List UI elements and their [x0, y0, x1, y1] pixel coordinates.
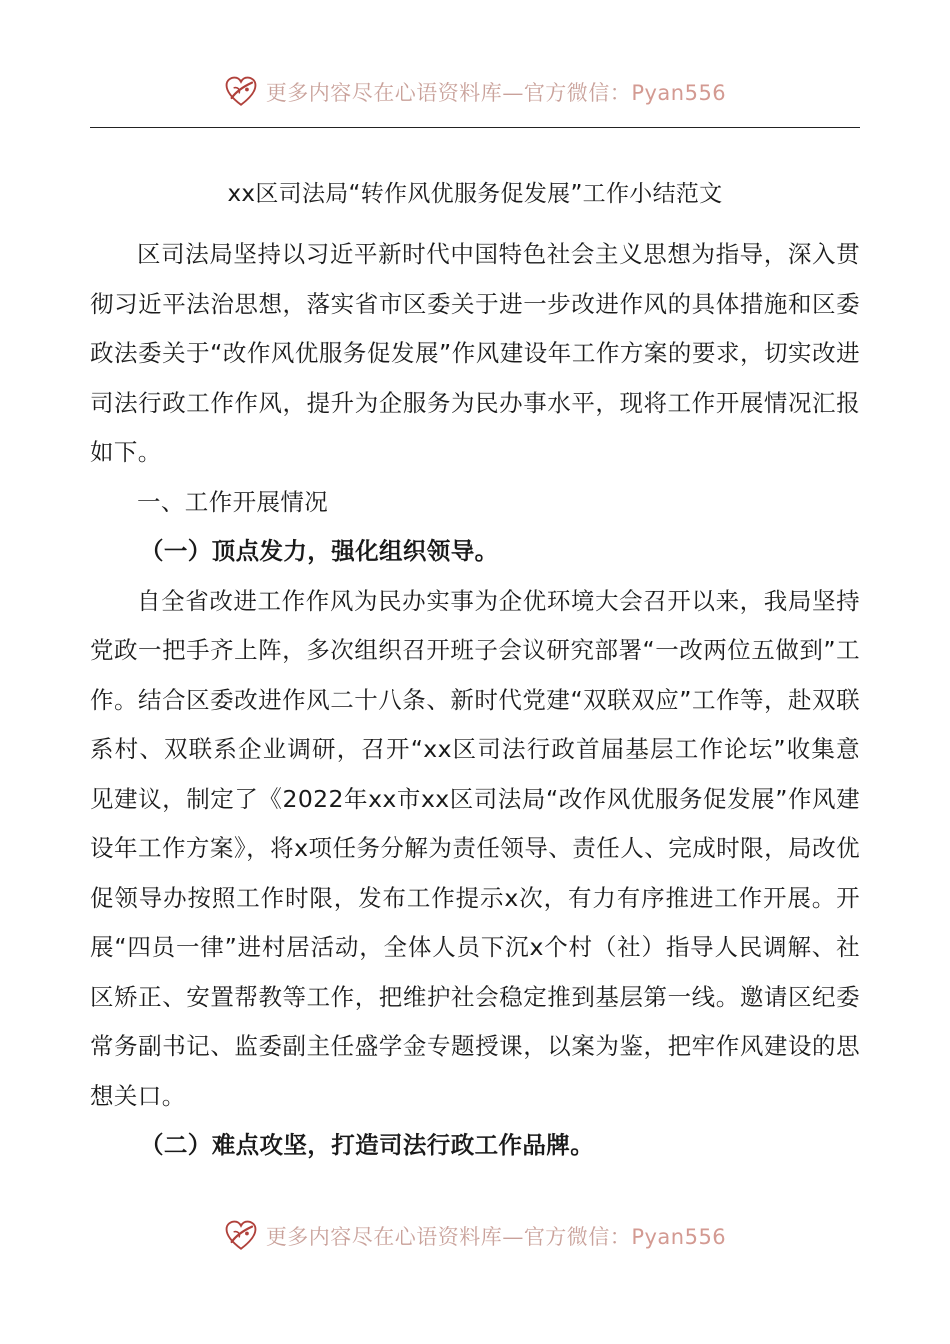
watermark-label: 官方微信： — [523, 1225, 632, 1249]
section-heading-1: 一、工作开展情况 — [137, 487, 329, 516]
watermark-wechat-id: Pyan556 — [631, 1225, 727, 1249]
header-watermark — [0, 72, 950, 112]
intro-paragraph: 区司法局坚持以习近平新时代中国特色社会主义思想为指导，深入贯彻习近平法治思想，落实省市区委关于进一步改进作风的具体措施和区委政法委关于“改作风优服务促发展”作风建设年工作方案的要求，切实改进司法行政工作作风，提升为企服务为民办事水平，现将工作开展情况汇报如下。 — [90, 240, 860, 466]
watermark-text — [266, 77, 726, 107]
heart-logo-icon — [224, 75, 258, 109]
header-divider — [90, 127, 860, 128]
watermark-slogan: 更多内容尽在心语资料库 — [265, 1225, 503, 1249]
watermark-separator: — — [502, 1225, 524, 1249]
subsection-heading-2: （二）难点攻坚，打造司法行政工作品牌。 — [140, 1131, 595, 1159]
document-title: xx区司法局“转作风优服务促发展”工作小结范文 — [227, 181, 723, 207]
document-body — [90, 230, 860, 1171]
watermark-label: 官方微信： — [523, 81, 632, 105]
subsection-heading-1: （一）顶点发力，强化组织领导。 — [140, 537, 499, 565]
subsection-1-paragraph: 自全省改进工作作风为民办实事为企优环境大会召开以来，我局坚持党政一把手齐上阵，多次组织召开班子会议研究部署“一改两位五做到”工作。结合区委改进作风二十八条、新时代党建“双联双应”工作等，赴双联系村、双联系企业调研，召开“xx区司法行政首届基层工作论坛”收集意见建议，制定了《2022年xx市xx区司法局“改作风优服务促发展”作风建设年工作方案》，将x项任务分解为责任领导、责任人、完成时限，局改优促领导办按照工作时限，发布工作提示x次，有力有序推进工作开展。开展“四员一律”进村居活动，全体人员下沉x个村（社）指导人民调解、社区矫正、安置帮教等工作，把维护社会稳定推到基层第一线。邀请区纪委常务副书记、监委副主任盛学金专题授课，以案为鉴，把牢作风建设的思想关口。 — [90, 586, 860, 1110]
footer-watermark — [0, 1216, 950, 1256]
watermark-wechat-id: Pyan556 — [631, 81, 727, 105]
watermark-slogan: 更多内容尽在心语资料库 — [265, 81, 503, 105]
watermark-text — [266, 1221, 726, 1251]
watermark-separator: — — [502, 81, 524, 105]
heart-logo-icon — [224, 1219, 258, 1253]
